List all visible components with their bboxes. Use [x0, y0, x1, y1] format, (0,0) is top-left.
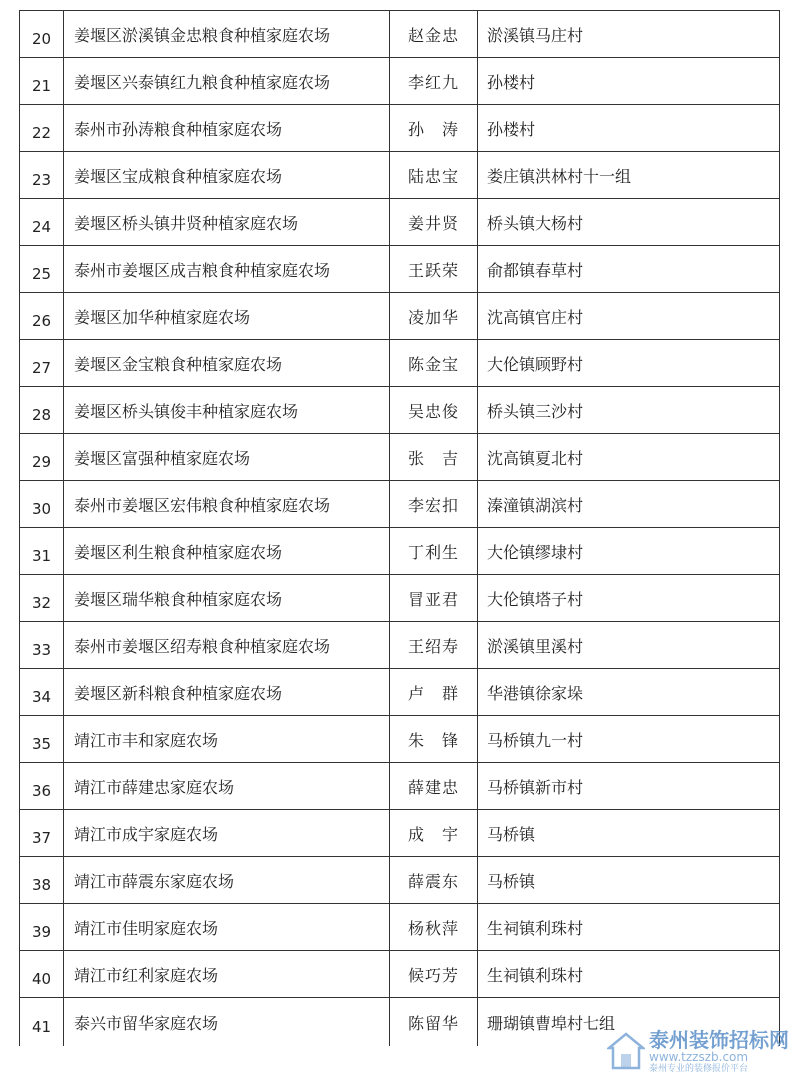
row-number: 32: [20, 575, 64, 621]
farm-name: 姜堰区新科粮食种植家庭农场: [64, 669, 390, 715]
farm-name: 靖江市薛建忠家庭农场: [64, 763, 390, 809]
table-row: [20, 669, 779, 716]
farm-address: 马桥镇: [487, 871, 536, 891]
farm-address: 大伦镇塔子村: [487, 589, 584, 609]
farm-name: 泰州市姜堰区宏伟粮食种植家庭农场: [64, 481, 390, 527]
farm-address: 娄庄镇洪林村十一组: [487, 166, 632, 186]
farm-address: 华港镇徐家垛: [487, 683, 584, 703]
row-number: 37: [20, 810, 64, 856]
owner-name: 杨秋萍: [390, 904, 478, 950]
table-row: [20, 199, 779, 246]
farm-table: [19, 10, 780, 1046]
owner-name: 陈金宝: [390, 340, 478, 386]
row-number: 39: [20, 904, 64, 950]
table-row: [20, 340, 779, 387]
farm-address: 桥头镇三沙村: [487, 401, 584, 421]
row-number: 23: [20, 152, 64, 198]
table-row: [20, 528, 779, 575]
table-row: [20, 904, 779, 951]
table-row: [20, 293, 779, 340]
row-number: 33: [20, 622, 64, 668]
table-row: [20, 763, 779, 810]
owner-name: 姜井贤: [390, 199, 478, 245]
farm-address: 生祠镇利珠村: [487, 965, 584, 985]
row-number: 31: [20, 528, 64, 574]
farm-name: 泰兴市留华家庭农场: [64, 998, 390, 1046]
farm-address: 溱潼镇湖滨村: [487, 495, 584, 515]
row-number: 36: [20, 763, 64, 809]
watermark-title: 泰州装饰招标网: [649, 1028, 789, 1052]
row-number: 25: [20, 246, 64, 292]
table-row: [20, 58, 779, 105]
owner-name: 陆忠宝: [390, 152, 478, 198]
farm-address: 大伦镇缪埭村: [487, 542, 584, 562]
farm-name: 姜堰区利生粮食种植家庭农场: [64, 528, 390, 574]
owner-name: 候巧芳: [390, 951, 478, 997]
farm-name: 姜堰区瑞华粮食种植家庭农场: [64, 575, 390, 621]
farm-address: 珊瑚镇曹埠村七组: [487, 1013, 616, 1033]
farm-name: 泰州市姜堰区绍寿粮食种植家庭农场: [64, 622, 390, 668]
farm-address: 孙楼村: [487, 72, 536, 92]
farm-address: 淤溪镇里溪村: [487, 636, 584, 656]
farm-address: 沈高镇官庄村: [487, 307, 584, 327]
table-row: [20, 481, 779, 528]
owner-name: 冒亚君: [390, 575, 478, 621]
table-row: [20, 246, 779, 293]
farm-name: 姜堰区桥头镇俊丰种植家庭农场: [64, 387, 390, 433]
farm-address: 马桥镇九一村: [487, 730, 584, 750]
farm-address: 孙楼村: [487, 119, 536, 139]
owner-name: 薛建忠: [390, 763, 478, 809]
farm-address: 沈高镇夏北村: [487, 448, 584, 468]
farm-name: 泰州市姜堰区成吉粮食种植家庭农场: [64, 246, 390, 292]
farm-name: 姜堰区淤溪镇金忠粮食种植家庭农场: [64, 11, 390, 57]
farm-name: 泰州市孙涛粮食种植家庭农场: [64, 105, 390, 151]
farm-name: 靖江市成宇家庭农场: [64, 810, 390, 856]
farm-name: 姜堰区宝成粮食种植家庭农场: [64, 152, 390, 198]
farm-address: 桥头镇大杨村: [487, 213, 584, 233]
owner-name: 孙 涛: [390, 105, 478, 151]
farm-name: 靖江市红利家庭农场: [64, 951, 390, 997]
farm-name: 姜堰区兴泰镇红九粮食种植家庭农场: [64, 58, 390, 104]
table-row: [20, 434, 779, 481]
owner-name: 卢 群: [390, 669, 478, 715]
row-number: 41: [20, 998, 64, 1046]
farm-name: 姜堰区富强种植家庭农场: [64, 434, 390, 480]
row-number: 28: [20, 387, 64, 433]
table-row: [20, 716, 779, 763]
owner-name: 张 吉: [390, 434, 478, 480]
farm-address: 俞都镇春草村: [487, 260, 584, 280]
farm-address: 淤溪镇马庄村: [487, 25, 584, 45]
farm-address: 大伦镇顾野村: [487, 354, 584, 374]
farm-address: 生祠镇利珠村: [487, 918, 584, 938]
table-row: [20, 152, 779, 199]
owner-name: 凌加华: [390, 293, 478, 339]
farm-name: 靖江市丰和家庭农场: [64, 716, 390, 762]
row-number: 22: [20, 105, 64, 151]
owner-name: 丁利生: [390, 528, 478, 574]
table-row: [20, 622, 779, 669]
table-row: [20, 810, 779, 857]
row-number: 26: [20, 293, 64, 339]
house-logo-icon: [607, 1032, 645, 1072]
table-row: [20, 105, 779, 152]
owner-name: 吴忠俊: [390, 387, 478, 433]
table-row: [20, 11, 779, 58]
row-number: 20: [20, 11, 64, 57]
table-row: [20, 575, 779, 622]
row-number: 24: [20, 199, 64, 245]
table-row: [20, 951, 779, 998]
row-number: 38: [20, 857, 64, 903]
table-row: [20, 857, 779, 904]
owner-name: 成 宇: [390, 810, 478, 856]
watermark: [607, 1029, 789, 1075]
row-number: 35: [20, 716, 64, 762]
watermark-url: www.tzzszb.com: [649, 1050, 749, 1064]
row-number: 29: [20, 434, 64, 480]
farm-name: 姜堰区桥头镇井贤种植家庭农场: [64, 199, 390, 245]
farm-address: 马桥镇新市村: [487, 777, 584, 797]
row-number: 27: [20, 340, 64, 386]
owner-name: 薛震东: [390, 857, 478, 903]
owner-name: 王跃荣: [390, 246, 478, 292]
owner-name: 朱 锋: [390, 716, 478, 762]
farm-name: 姜堰区金宝粮食种植家庭农场: [64, 340, 390, 386]
owner-name: 李红九: [390, 58, 478, 104]
farm-name: 靖江市佳明家庭农场: [64, 904, 390, 950]
watermark-subtitle: 泰州专业的装修报价平台: [649, 1064, 749, 1074]
owner-name: 赵金忠: [390, 11, 478, 57]
row-number: 21: [20, 58, 64, 104]
farm-name: 姜堰区加华种植家庭农场: [64, 293, 390, 339]
owner-name: 李宏扣: [390, 481, 478, 527]
farm-address: 马桥镇: [487, 824, 536, 844]
row-number: 40: [20, 951, 64, 997]
table-row: [20, 387, 779, 434]
row-number: 34: [20, 669, 64, 715]
owner-name: 王绍寿: [390, 622, 478, 668]
owner-name: 陈留华: [390, 998, 478, 1046]
row-number: 30: [20, 481, 64, 527]
farm-name: 靖江市薛震东家庭农场: [64, 857, 390, 903]
